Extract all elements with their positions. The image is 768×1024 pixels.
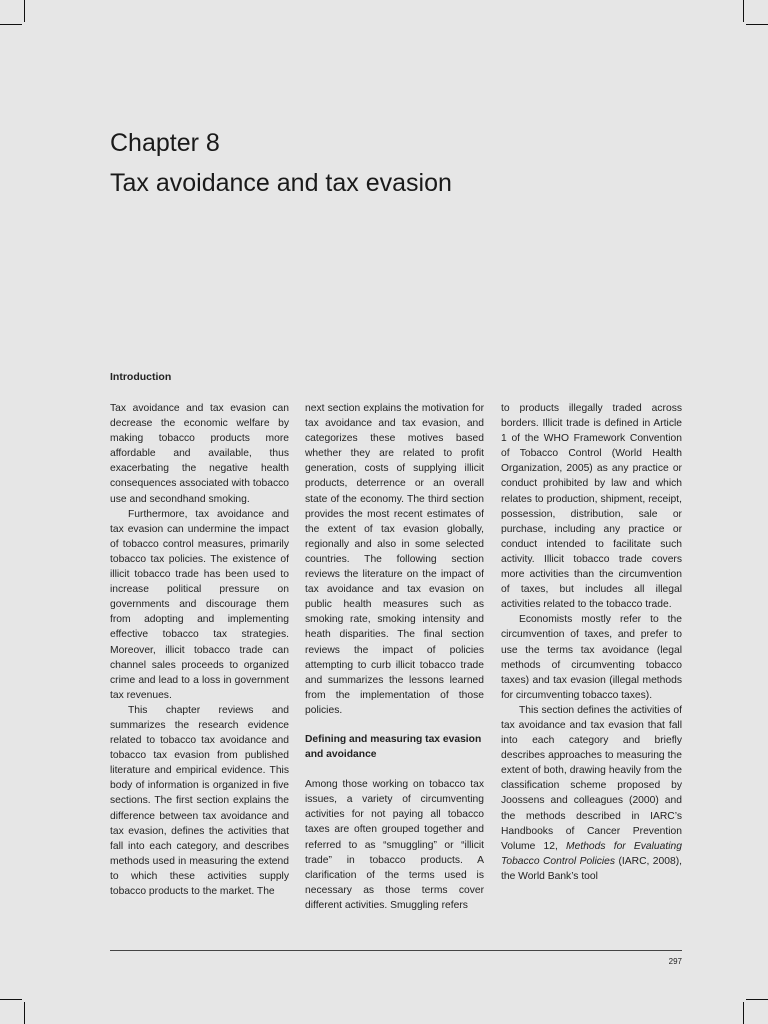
text-run: (IARC, 2008), the World Bank’s tool: [501, 855, 682, 882]
text-column-1: [110, 401, 289, 899]
paragraph: Among those working on tobacco tax issues, a variety of circumventing activities for not paying all tobacco taxes are often grouped together and referred to as “smuggling” or “illicit trade” in tobacco products. A clarification of the terms used is necessary as those terms cover different activities. Smuggling refers: [305, 779, 484, 911]
crop-mark: [24, 1002, 25, 1024]
text-column-2: [305, 401, 484, 913]
crop-mark: [743, 1002, 744, 1024]
page-number: 297: [668, 957, 682, 966]
text-run: This section defines the activities of tax avoidance and tax evasion that fall into each category and briefly describes approaches to measuring the extent of both, drawing heavily from the classification scheme proposed by Joossens and colleagues (2000) and the methods described in IARC’s Handbooks of Cancer Prevention Volume 12,: [501, 704, 682, 852]
paragraph: next section explains the motivation for tax avoidance and tax evasion, and categorizes these motives based whether they are related to profit generation, costs of supplying illicit products, deterrence or an overall state of the economy. The third section provides the most recent estimates of the extent of tax evasion globally, regionally and also in some selected countries. The following section reviews the literature on the impact of tax avoidance and tax evasion on public health measures such as smoking rate, smoking intensity and heath disparities. The final section reviews the impact of policies attempting to curb illicit tobacco trade and summarizes the lessons learned from the implementation of those policies.: [305, 403, 484, 716]
crop-mark: [743, 0, 744, 22]
paragraph: Furthermore, tax avoidance and tax evasion can undermine the impact of tobacco control measures, primarily tobacco tax policies. The existence of illicit tobacco trade has been used to increase political pressure on governments and discourage them from adopting and implementing effective tobacco tax strategies. Moreover, illicit tobacco trade can channel sales proceeds to organized crime and lead to a loss in government tax revenues.: [110, 508, 289, 701]
paragraph: Economists mostly refer to the circumvention of taxes, and prefer to use the terms tax avoidance (legal methods of circumventing tobacco taxes) and tax evasion (illegal methods for circumventing tobacco taxes).: [501, 614, 682, 701]
chapter-label: Chapter 8: [110, 129, 220, 157]
crop-mark: [24, 0, 25, 22]
section-heading-introduction: Introduction: [110, 371, 172, 383]
paragraph: [501, 703, 682, 884]
crop-mark: [0, 999, 22, 1000]
book-title-italic: Methods for Evaluating Tobacco Control Policies: [501, 840, 682, 867]
footer-rule: [110, 950, 682, 951]
subheading-defining-measuring: Defining and measuring tax evasion and avoidance: [305, 733, 482, 761]
paragraph: Tax avoidance and tax evasion can decrease the economic welfare by making tobacco products more affordable and available, thus exacerbating the negative health consequences associated with tobacco use and secondhand smoking.: [110, 403, 289, 505]
paragraph: This chapter reviews and summarizes the research evidence related to tobacco tax avoidance and tobacco tax evasion from published literature and empirical evidence. This body of information is organized in five sections. The first section explains the difference between tax avoidance and tax evasion, defines the activities that fall into each category, and describes methods used in measuring the extend to which these activities supply tobacco products to the market. The: [110, 704, 289, 897]
text-column-3: [501, 401, 682, 884]
chapter-title: Tax avoidance and tax evasion: [110, 169, 452, 197]
paragraph: to products illegally traded across borders. Illicit trade is defined in Article 1 of the WHO Framework Convention of Tobacco Control (World Health Organization, 2005) as any practice or conduct prohibited by law and which relates to production, shipment, receipt, possession, distribution, sale or purchase, including any practice or conduct intended to facilitate such activity. Illicit tobacco trade covers more activities than the circumvention of taxes, but includes all illegal activities related to the tobacco trade.: [501, 403, 682, 611]
crop-mark: [0, 24, 22, 25]
crop-mark: [746, 24, 768, 25]
crop-mark: [746, 999, 768, 1000]
